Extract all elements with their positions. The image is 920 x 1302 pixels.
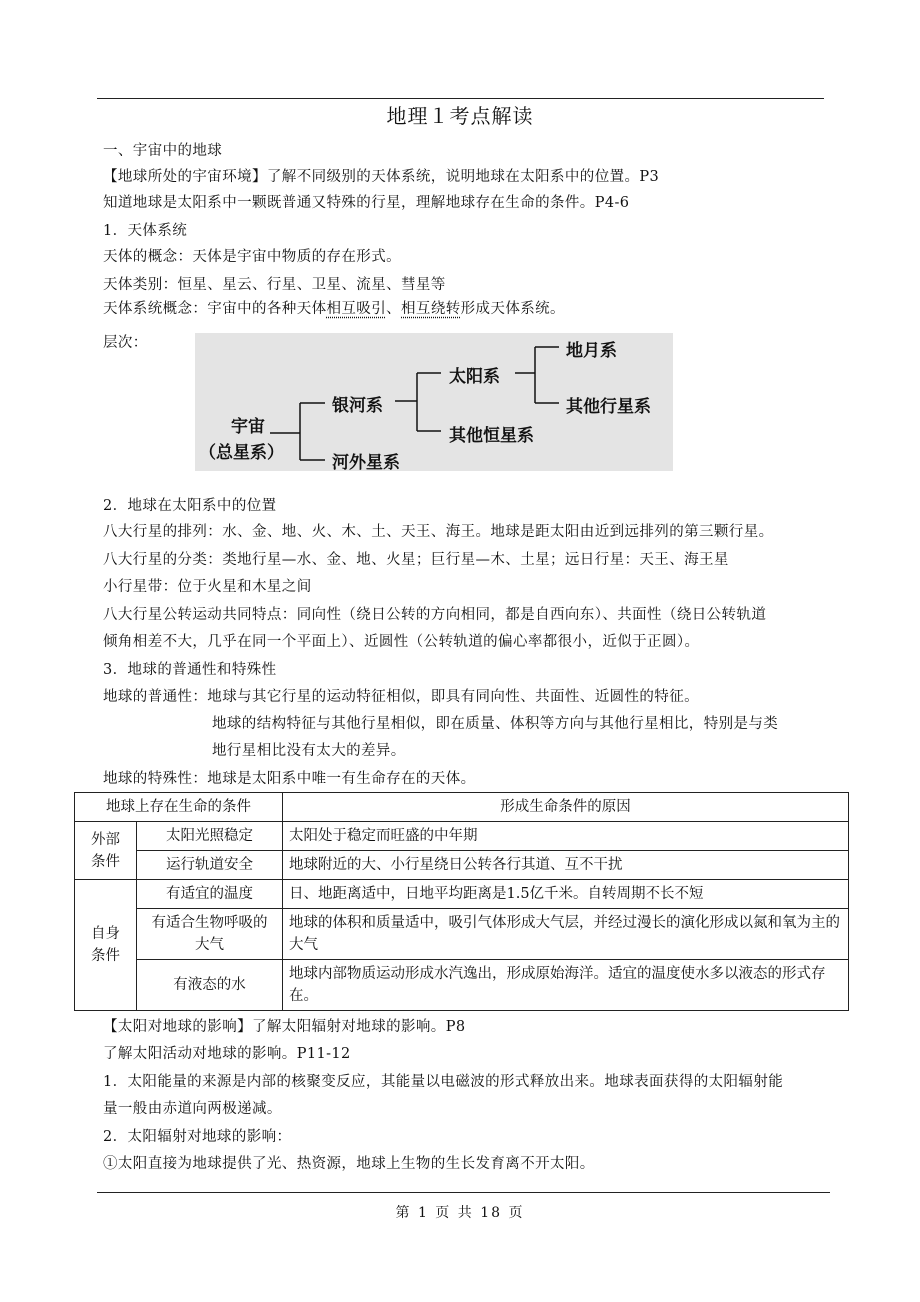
- special-line: 地球的特殊性：地球是太阳系中唯一有生命存在的天体。: [103, 771, 476, 787]
- node-other-star-systems: 其他恒星系: [449, 426, 534, 446]
- emphasis-mutual-orbit: 相互绕转: [401, 301, 461, 317]
- condition-cell: 运行轨道安全: [137, 851, 283, 880]
- sun-point-2-item-1: ①太阳直接为地球提供了光、热资源，地球上生物的生长发育离不开太阳。: [103, 1156, 595, 1172]
- requirement-line-1: 【地球所处的宇宙环境】了解不同级别的天体系统，说明地球在太阳系中的位置。P3: [103, 169, 660, 185]
- ordinary-line-2: 地球的结构特征与其他行星相似，即在质量、体积等方向与其他行星相比，特别是与类: [212, 716, 779, 732]
- life-conditions-table: [74, 792, 849, 1011]
- page-title: 地理１考点解读: [386, 104, 534, 128]
- sun-requirement-1: 【太阳对地球的影响】了解太阳辐射对地球的影响。P8: [103, 1019, 466, 1035]
- requirement-line-2: 知道地球是太阳系中一颗既普通又特殊的行星，理解地球存在生命的条件。P4-6: [103, 195, 630, 211]
- asteroid-belt: 小行星带：位于火星和木星之间: [103, 579, 312, 595]
- ordinary-line-1: 地球的普通性：地球与其它行星的运动特征相似，即具有同向性、共面性、近圆性的特征。: [103, 689, 699, 705]
- reason-cell: 地球内部物质运动形成水汽逸出，形成原始海洋。适宜的温度使水多以液态的形式存在。: [283, 960, 849, 1011]
- table-row: [75, 880, 849, 909]
- sun-point-2-heading: 2．太阳辐射对地球的影响：: [103, 1129, 292, 1145]
- sun-requirement-2: 了解太阳活动对地球的影响。P11-12: [103, 1046, 351, 1062]
- top-rule: [97, 98, 824, 99]
- group-internal: 自身条件: [75, 880, 137, 1011]
- condition-cell: 有适宜的温度: [137, 880, 283, 909]
- system-concept-suffix: 形成天体系统。: [460, 301, 565, 317]
- celestial-hierarchy-diagram: [195, 333, 673, 471]
- node-earth-moon-system: 地月系: [566, 341, 617, 361]
- bottom-rule: [97, 1192, 830, 1193]
- system-concept-separator: 、: [386, 301, 402, 317]
- node-universe: 宇宙: [231, 417, 265, 437]
- common-traits-line-2: 倾角相差不大，几乎在同一个平面上）、近圆性（公转轨道的偏心率都很小，近似于正圆）。: [103, 634, 700, 650]
- header-reason: 形成生命条件的原因: [283, 793, 849, 822]
- section1-heading: 一、宇宙中的地球: [103, 143, 223, 159]
- node-milky-way: 银河系: [332, 396, 383, 416]
- subheading-ordinary-special: 3．地球的普通性和特殊性: [103, 662, 277, 678]
- system-concept: [103, 299, 565, 319]
- table-row: [75, 822, 849, 851]
- node-extragalactic: 河外星系: [332, 453, 400, 473]
- levels-label: 层次：: [103, 335, 148, 351]
- table-row: [75, 909, 849, 960]
- node-other-planet-systems: 其他行星系: [566, 397, 651, 417]
- sun-point-1-line-2: 量一般由赤道向两极递减。: [103, 1101, 282, 1117]
- page-footer: 第 1 页 共 18 页: [395, 1205, 525, 1221]
- planets-classification: 八大行星的分类：类地行星—水、金、地、火星；巨行星—木、土星；远日行星：天王、海王星: [103, 552, 729, 568]
- reason-cell: 太阳处于稳定而旺盛的中年期: [283, 822, 849, 851]
- condition-cell: 有液态的水: [137, 960, 283, 1011]
- group-external: 外部条件: [75, 822, 137, 880]
- system-concept-prefix: 天体系统概念：宇宙中的各种天体: [103, 301, 327, 317]
- emphasis-mutual-attraction: 相互吸引: [326, 301, 387, 317]
- header-condition: 地球上存在生命的条件: [75, 793, 283, 822]
- condition-cell: 太阳光照稳定: [137, 822, 283, 851]
- reason-cell: 日、地距离适中，日地平均距离是1.5亿千米。自转周期不长不短: [283, 880, 849, 909]
- condition-cell: 有适合生物呼吸的大气: [137, 909, 283, 960]
- node-metagalaxy: （总星系）: [199, 443, 284, 463]
- node-solar-system: 太阳系: [449, 367, 500, 387]
- ordinary-line-3: 地行星相比没有太大的差异。: [212, 743, 406, 759]
- table-row: [75, 960, 849, 1011]
- reason-cell: 地球的体积和质量适中，吸引气体形成大气层，并经过漫长的演化形成以氮和氧为主的大气: [283, 909, 849, 960]
- subheading-earth-position: 2．地球在太阳系中的位置: [103, 498, 277, 514]
- planets-order: 八大行星的排列：水、金、地、火、木、土、天王、海王。地球是距太阳由近到远排列的第三颗行星。: [103, 524, 774, 540]
- subheading-celestial-system: 1．天体系统: [103, 223, 188, 239]
- celestial-types: 天体类别：恒星、星云、行星、卫星、流星、彗星等: [103, 277, 446, 293]
- table-row: [75, 851, 849, 880]
- table-header-row: [75, 793, 849, 822]
- common-traits-line-1: 八大行星公转运动共同特点：同向性（绕日公转的方向相同，都是自西向东）、共面性（绕日公转轨道: [103, 607, 767, 623]
- sun-point-1-line-1: 1．太阳能量的来源是内部的核聚变反应，其能量以电磁波的形式释放出来。地球表面获得的太阳辐射能: [103, 1074, 784, 1090]
- reason-cell: 地球附近的大、小行星绕日公转各行其道、互不干扰: [283, 851, 849, 880]
- celestial-concept: 天体的概念：天体是宇宙中物质的存在形式。: [103, 249, 401, 265]
